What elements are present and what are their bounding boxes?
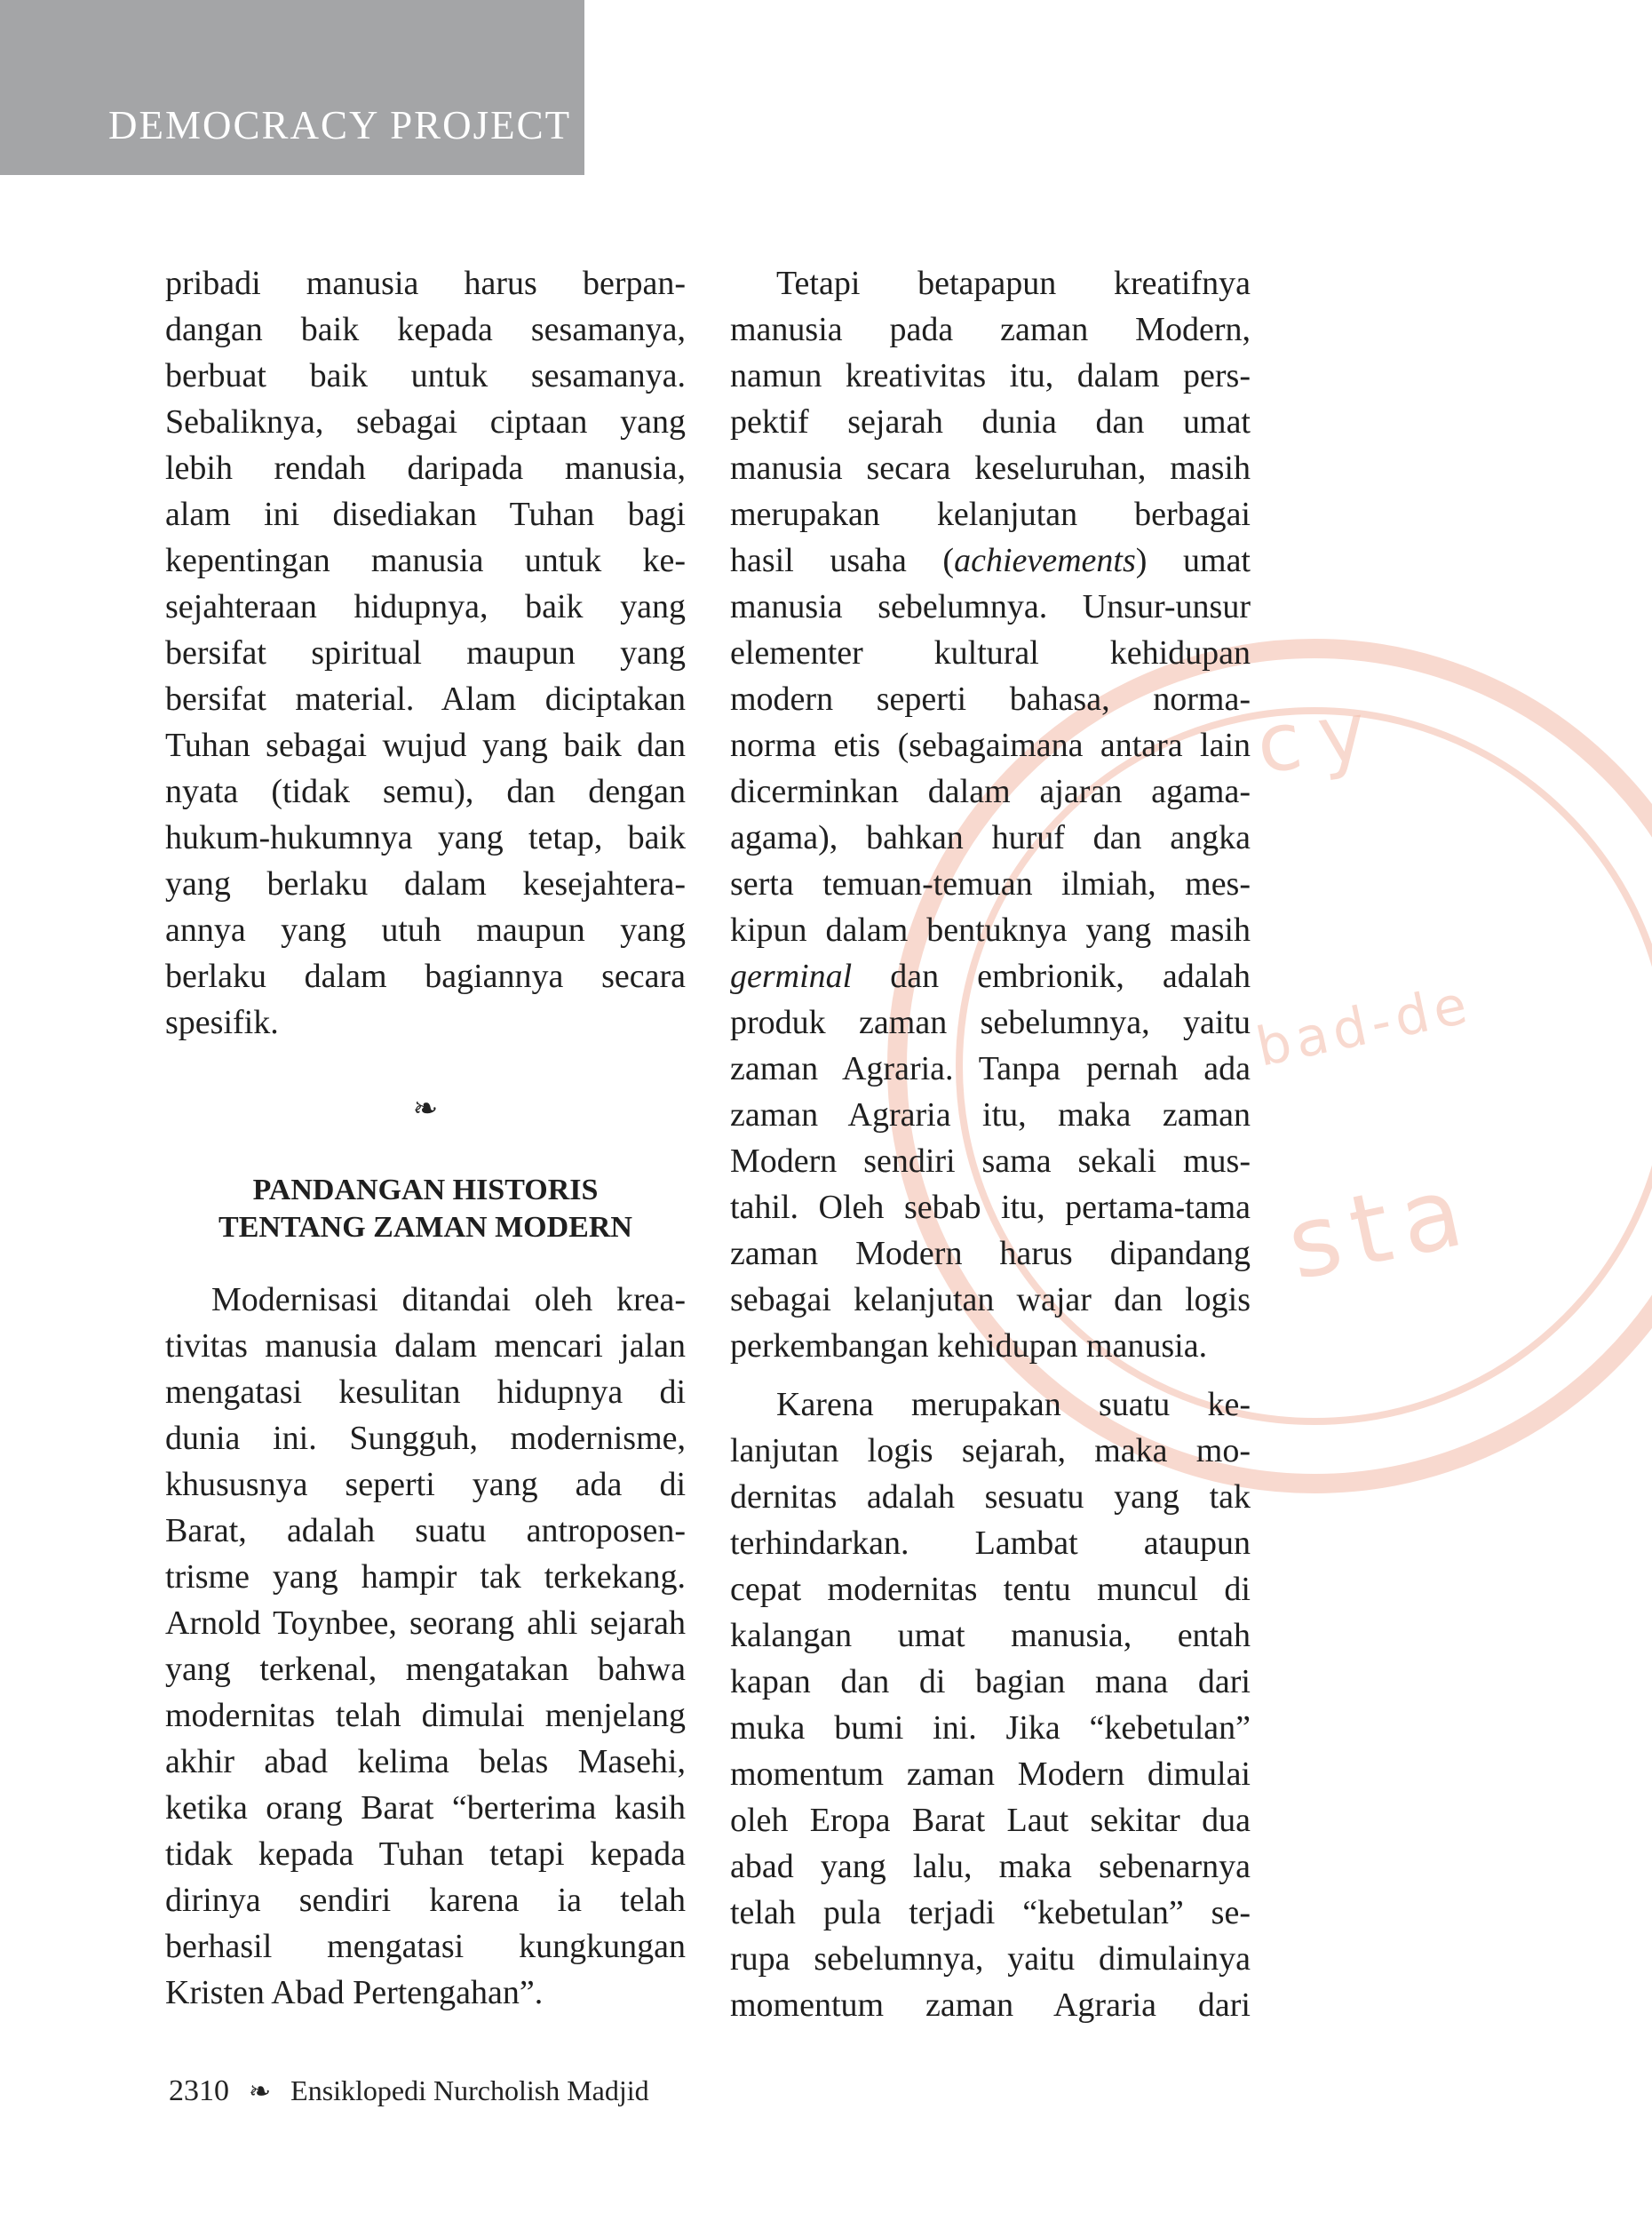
text-line: khususnya seperti yang ada di (165, 1466, 686, 1503)
text-line: lanjutan logis sejarah, maka mo- (730, 1432, 1251, 1469)
text-line: tivitas manusia dalam mencari jalan (165, 1327, 686, 1365)
text-line: berlaku dalam bagiannya secara (165, 958, 686, 995)
right-paragraph-2 (730, 1381, 1251, 2028)
text-line: dunia ini. Sungguh, modernisme, (165, 1420, 686, 1457)
text-line: rupa sebelumnya, yaitu dimulainya (730, 1940, 1251, 1978)
text-line: produk zaman sebelumnya, yaitu (730, 1004, 1251, 1041)
text-line: kapan dan di bagian mana dari (730, 1663, 1251, 1700)
text-line: Modern sendiri sama sekali mus- (730, 1142, 1251, 1180)
text-line: manusia secara keseluruhan, masih (730, 450, 1251, 487)
section-ornament-icon: ❧ (412, 1093, 439, 1126)
text-line: zaman Agraria. Tanpa pernah ada (730, 1050, 1251, 1087)
section-heading-line-1: PANDANGAN HISTORIS (252, 1174, 599, 1206)
text-line: yang terkenal, mengatakan bahwa (165, 1651, 686, 1688)
text-line: bersifat spiritual maupun yang (165, 634, 686, 672)
text-line: Sebaliknya, sebagai ciptaan yang (165, 403, 686, 441)
text-line: kipun dalam bentuknya yang masih (730, 911, 1251, 949)
text-line: norma etis (sebagaimana antara lain (730, 727, 1251, 764)
text-line: telah pula terjadi “kebetulan” se- (730, 1894, 1251, 1931)
watermark-text-3: sta (1277, 1151, 1484, 1302)
text-line: Tuhan sebagai wujud yang baik dan (165, 727, 686, 764)
text-line-achievements (730, 537, 1251, 584)
text-line: dicerminkan dalam ajaran agama- (730, 773, 1251, 810)
text-line: Arnold Toynbee, seorang ahli sejarah (165, 1604, 686, 1642)
text-line: pektif sejarah dunia dan umat (730, 403, 1251, 441)
text-fragment: dan embrionik, adalah (852, 958, 1251, 995)
page-footer (169, 2074, 649, 2108)
text-line: modernitas telah dimulai menjelang (165, 1697, 686, 1734)
text-line: sebagai kelanjutan wajar dan logis (730, 1281, 1251, 1318)
text-line: dernitas adalah sesuatu yang tak (730, 1478, 1251, 1516)
paragraph-gap (730, 1369, 1251, 1381)
text-line: abad yang lalu, maka sebenarnya (730, 1848, 1251, 1885)
text-line: modern seperti bahasa, norma- (730, 681, 1251, 718)
text-line: trisme yang hampir tak terkekang. (165, 1558, 686, 1596)
text-line: tidak kepada Tuhan tetapi kepada (165, 1835, 686, 1873)
text-line: serta temuan-temuan ilmiah, mes- (730, 865, 1251, 903)
header-title: DEMOCRACY PROJECT (108, 103, 572, 147)
text-line: berbuat baik untuk sesamanya. (165, 357, 686, 394)
watermark-text-2: bad-de (1251, 973, 1478, 1079)
text-line: manusia pada zaman Modern, (730, 311, 1251, 348)
text-line: perkembangan kehidupan manusia. (730, 1327, 1208, 1365)
text-line: akhir abad kelima belas Masehi, (165, 1743, 686, 1780)
text-line: elementer kultural kehidupan (730, 634, 1251, 672)
text-line: terhindarkan. Lambat ataupun (730, 1524, 1251, 1562)
text-line: zaman Agraria itu, maka zaman (730, 1096, 1251, 1134)
text-line: hukum-hukumnya yang tetap, baik (165, 819, 686, 856)
section-heading (165, 1172, 686, 1246)
text-line: momentum zaman Modern dimulai (730, 1755, 1251, 1793)
text-line: dangan baik kepada sesamanya, (165, 311, 686, 348)
italic-term-achievements: achievements (954, 542, 1136, 579)
book-title: Ensiklopedi Nurcholish Madjid (290, 2074, 649, 2106)
text-line: merupakan kelanjutan berbagai (730, 496, 1251, 533)
text-line: zaman Modern harus dipandang (730, 1235, 1251, 1272)
text-line: bersifat material. Alam diciptakan (165, 681, 686, 718)
text-line: spesifik. (165, 1004, 279, 1041)
text-line: Barat, adalah suatu antroposen- (165, 1512, 686, 1549)
text-line: alam ini disediakan Tuhan bagi (165, 496, 686, 533)
text-line: Karena merupakan suatu ke- (776, 1386, 1251, 1423)
section-heading-line-2: TENTANG ZAMAN MODERN (218, 1211, 632, 1244)
text-line: momentum zaman Agraria dari (730, 1986, 1251, 2024)
text-fragment: ) umat (1135, 542, 1251, 579)
text-line: annya yang utuh maupun yang (165, 911, 686, 949)
page-number: 2310 (169, 2074, 229, 2107)
text-line: mengatasi kesulitan hidupnya di (165, 1373, 686, 1411)
text-line: dirinya sendiri karena ia telah (165, 1882, 686, 1919)
text-line: kalangan umat manusia, entah (730, 1617, 1251, 1654)
footer-ornament-icon: ❧ (249, 2077, 272, 2106)
watermark-text-1: cy (1251, 681, 1390, 792)
text-line: pribadi manusia harus berpan- (165, 265, 686, 302)
text-line: Tetapi betapapun kreatifnya (776, 265, 1251, 302)
text-line: Kristen Abad Pertengahan”. (165, 1974, 544, 2011)
text-line: kepentingan manusia untuk ke- (165, 542, 686, 579)
text-line: sejahteraan hidupnya, baik yang (165, 588, 686, 625)
text-line: namun kreativitas itu, dalam pers- (730, 357, 1251, 394)
text-line: yang berlaku dalam kesejahtera- (165, 865, 686, 903)
text-line: oleh Eropa Barat Laut sekitar dua (730, 1802, 1251, 1839)
left-column (165, 260, 686, 2016)
text-line: manusia sebelumnya. Unsur-unsur (730, 588, 1251, 625)
header-band (0, 0, 584, 175)
text-line: lebih rendah daripada manusia, (165, 450, 686, 487)
text-line: tahil. Oleh sebab itu, pertama-tama (730, 1189, 1251, 1226)
right-column (730, 260, 1251, 2028)
text-line: cepat modernitas tentu muncul di (730, 1571, 1251, 1608)
text-line: berhasil mengatasi kungkungan (165, 1928, 686, 1965)
text-line: agama), bahkan huruf dan angka (730, 819, 1251, 856)
text-line-germinal (730, 953, 1251, 999)
text-line: ketika orang Barat “berterima kasih (165, 1789, 686, 1827)
italic-term-germinal: germinal (730, 958, 853, 995)
left-paragraph-2 (165, 1277, 686, 2016)
left-paragraph-1 (165, 260, 686, 1046)
text-line: muka bumi ini. Jika “kebetulan” (730, 1709, 1251, 1747)
text-line: Modernisasi ditandai oleh krea- (211, 1281, 686, 1318)
text-line: nyata (tidak semu), dan dengan (165, 773, 686, 810)
text-fragment: hasil usaha ( (730, 542, 955, 579)
right-paragraph-1 (730, 260, 1251, 1369)
